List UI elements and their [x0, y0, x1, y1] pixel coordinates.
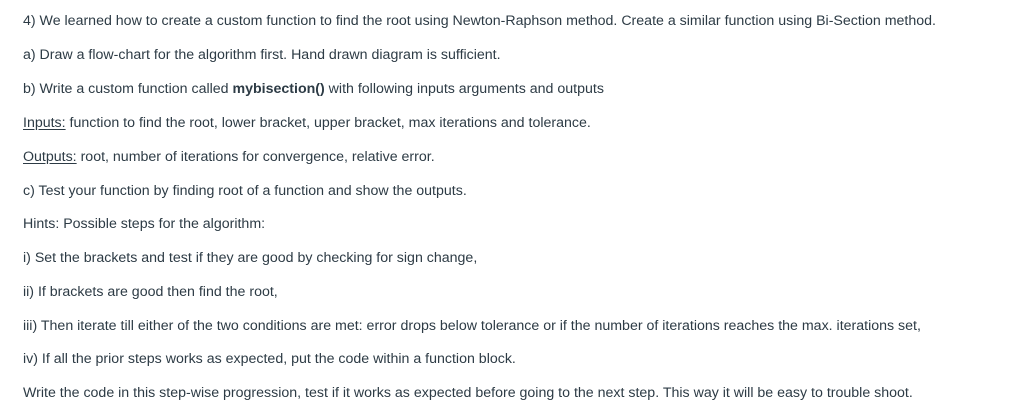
step-iii: iii) Then iterate till either of the two conditions are met: error drops below tolerance or if the number of iterations reaches the max. iterations set, [23, 318, 921, 334]
step-iv: iv) If all the prior steps works as expected, put the code within a function block. [23, 351, 516, 367]
part-b [23, 80, 604, 98]
outputs-line [23, 148, 435, 166]
inputs-line [23, 114, 591, 132]
part-a: a) Draw a flow-chart for the algorithm first. Hand drawn diagram is sufficient. [23, 47, 501, 63]
outputs-label: Outputs: [23, 149, 77, 165]
hints-heading: Hints: Possible steps for the algorithm: [23, 216, 266, 232]
inputs-label: Inputs: [23, 115, 66, 131]
step-i: i) Set the brackets and test if they are good by checking for sign change, [23, 250, 478, 266]
part-c: c) Test your function by finding root of a function and show the outputs. [23, 183, 467, 199]
question-intro: 4) We learned how to create a custom function to find the root using Newton-Raphson method. Create a similar function using Bi-Section method. [23, 13, 936, 29]
part-b-suffix: with following inputs arguments and outputs [324, 81, 604, 97]
inputs-text: function to find the root, lower bracket, upper bracket, max iterations and tolerance. [65, 115, 591, 131]
step-ii: ii) If brackets are good then find the root, [23, 284, 278, 300]
outputs-text: root, number of iterations for convergence, relative error. [76, 149, 435, 165]
function-name: mybisection() [232, 81, 325, 97]
closing-note: Write the code in this step-wise progression, test if it works as expected before going to the next step. This way it will be easy to trouble shoot. [23, 385, 913, 401]
part-b-prefix: b) Write a custom function called [23, 81, 233, 97]
